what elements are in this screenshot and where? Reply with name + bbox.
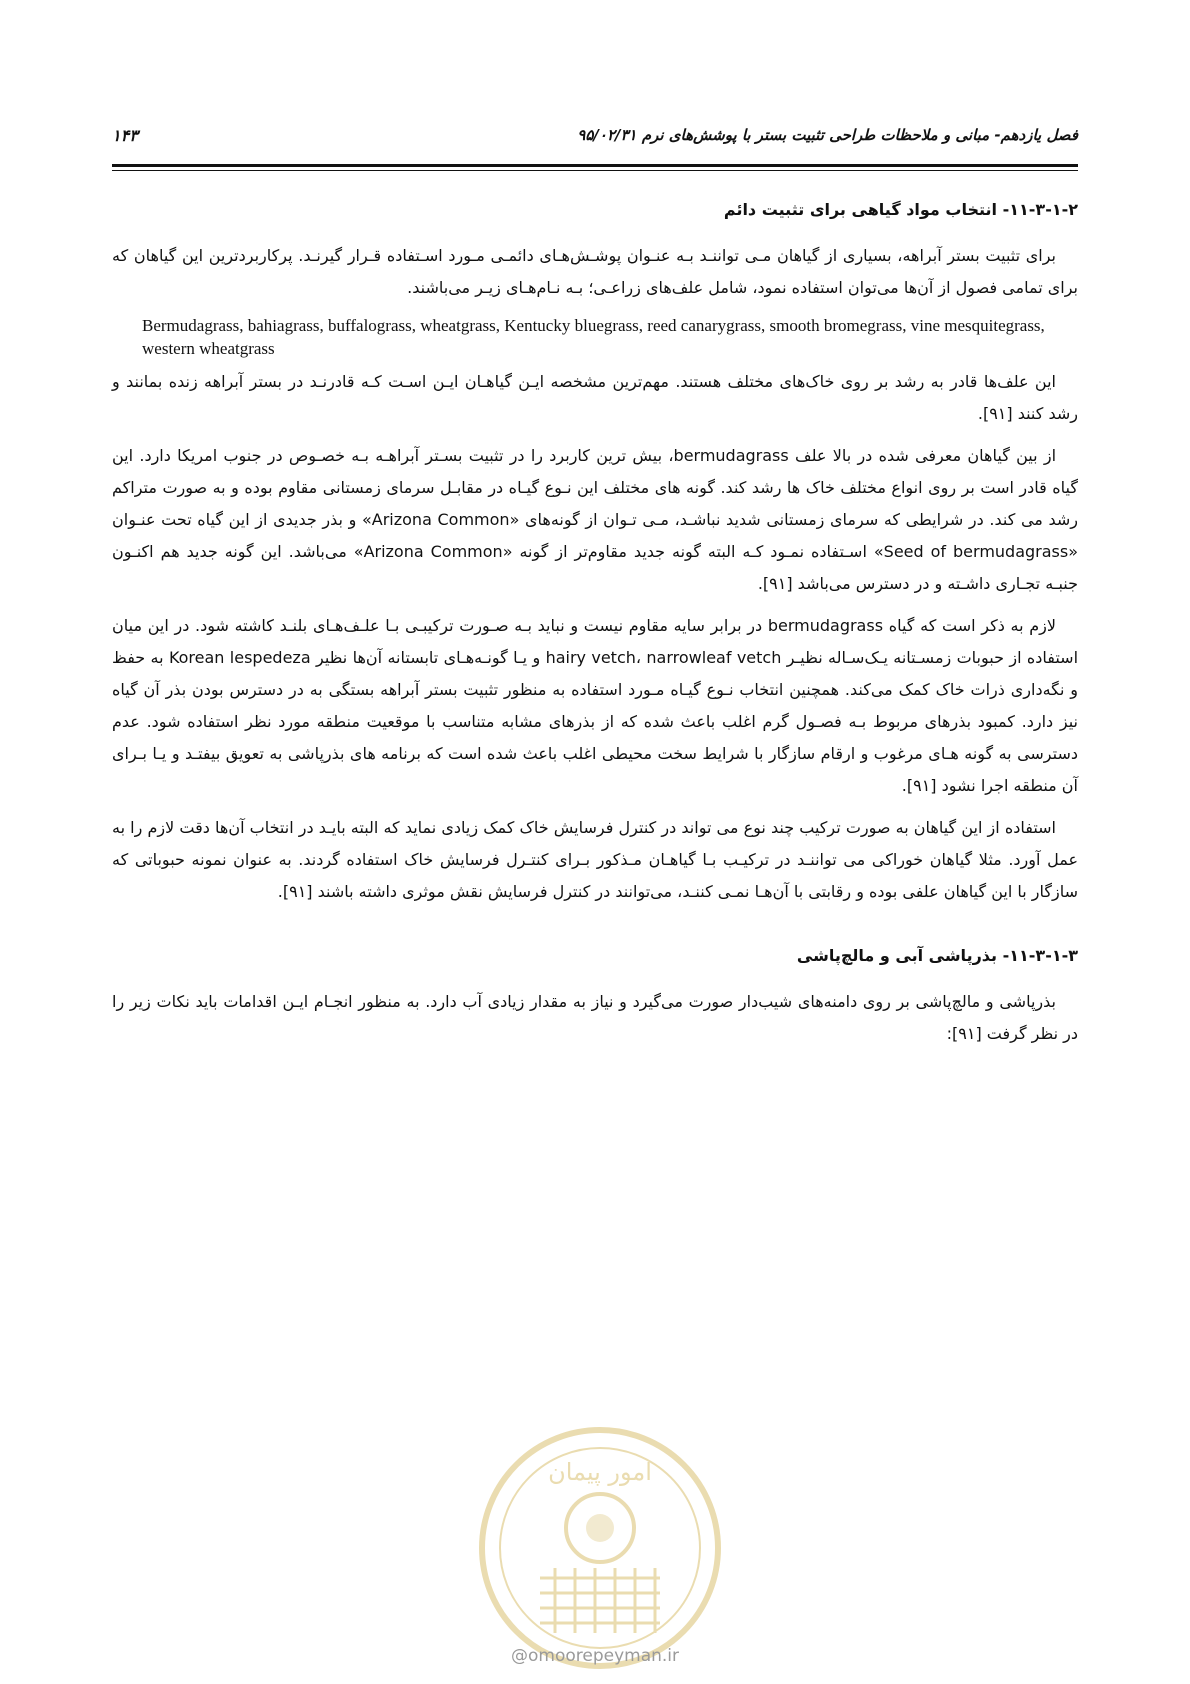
paragraph: برای تثبیت بستر آبراهه، بسیاری از گیاهان مـی تواننـد بـه عنـوان پوشـش‌هـای دائمـی مـورد اسـتفاده قـرار گیرنـد. پرکاربردترین این گیاهان که برای تمامی فصول از آن‌ها می‌توان استفاده نمود، شامل علف‌های زراعـی؛ بـه نـام‌هـای زیـر می‌باشند. [112, 246, 1078, 297]
page-header [112, 126, 1078, 156]
at-icon: @ [510, 1646, 528, 1666]
page-content [112, 186, 1078, 1060]
paragraph: استفاده از این گیاهان به صورت ترکیب چند نوع می تواند در کنترل فرسایش خاک کمک زیادی نماید که البته بایـد در انتخاب آن‌ها دقت لازم را به عمل آورد. مثلا گیاهان خوراکی می تواننـد در ترکیـب بـا گیاهـان مـذکور بـرای کنتـرل فرسایش خاک استفاده گردند. به عنوان نمونه حبوباتی که سازگار با این گیاهان علفی بوده و رقابتی با آن‌هـا نمـی کننـد، می‌توانند در کنترل فرسایش نقش موثری داشته باشند [۹۱]. [112, 818, 1078, 901]
species-list: Bermudagrass, bahiagrass, buffalograss, wheatgrass, Kentucky bluegrass, reed canarygrass, smooth bromegrass, vine mesquitegrass, western wheatgrass [142, 316, 1045, 358]
header-title: فصل یازدهم- مبانی و ملاحظات طراحی تثبیت بستر با پوشش‌های نرم ۹۵/۰۲/۳۱ [577, 126, 1078, 144]
section-heading: ۱۱-۳-۱-۲- انتخاب مواد گیاهی برای تثبیت دائم [723, 200, 1078, 219]
spacer [112, 918, 1078, 932]
paragraph: این علف‌ها قادر به رشد بر روی خاک‌های مختلف هستند. مهم‌ترین مشخصه ایـن گیاهـان ایـن اسـت کـه قادرنـد در بستر آبراهه زنده بمانند و رشد کنند [۹۱]. [112, 372, 1078, 423]
watermark-seal-icon [470, 1418, 730, 1678]
paragraph: لازم به ذکر است که گیاه bermudagrass در برابر سایه مقاوم نیست و نباید بـه صـورت ترکیبـی بـا علـف‌هـای بلنـد کاشته شود. در این میان استفاده از حبوبات زمسـتانه یـک‌سـاله نظیـر hairy vetch، narrowleaf vetch و یـا گونـه‌هـای تابستانه آن‌ها نظیر Korean lespedeza به حفظ و نگه‌داری ذرات خاک کمک می‌کند. همچنین انتخاب نـوع گیـاه مـورد استفاده به منظور تثبیت بستر آبراهه بستگی به در دسترس بودن بذر آن گیاه نیز دارد. کمبود بذرهای مربوط بـه فصـول گرم اغلب باعث شده که از بذرهای مشابه متناسب با موقعیت منطقه مورد نظر استفاده شود. عدم دسترسی به گونه هـای مرغوب و ارقام سازگار با شرایط سخت محیطی اغلب باعث شده است که برنامه های بذرپاشی به تعویق بیفتـد و یـا بـرای آن منطقه اجرا نشود [۹۱]. [112, 616, 1079, 795]
paragraph: بذرپاشی و مالچ‌پاشی بر روی دامنه‌های شیب‌دار صورت می‌گیرد و نیاز به مقدار زیادی آب دارد. به منظور انجـام ایـن اقدامات باید نکات زیر را در نظر گرفت [۹۱]: [112, 992, 1078, 1043]
watermark-site-text [0, 1646, 1190, 1666]
paragraph: از بین گیاهان معرفی شده در بالا علف bermudagrass، بیش ترین کاربرد را در تثبیت بسـتر آبراهـه بـه خصـوص در جنوب امریکا دارد. این گیاه قادر است بر روی انواع مختلف خاک ها رشد کند. گونه های مختلف این نـوع گیـاه در مقابـل سرمای زمستانی مقاوم بوده و به صورت متراکم رشد می کند. در شرایطی که سرمای زمستانی شدید نباشـد، مـی تـوان از گونه‌های «Arizona Common» و بذر جدیدی از این گیاه تحت عنـوان «Seed of bermudagrass» اسـتفاده نمـود کـه البته گونه جدید مقاوم‌تر از گونه «Arizona Common» می‌باشد. این گونه جدید هم اکنـون جنبـه تجـاری داشـته و در دسترس می‌باشد [۹۱]. [112, 446, 1079, 593]
page-number: ۱۴۳ [112, 126, 138, 145]
watermark-site: omoorepeyman.ir [527, 1646, 680, 1666]
section-heading: ۱۱-۳-۱-۳- بذرپاشی آبی و مالچ‌پاشی [796, 946, 1078, 965]
seal-text: امور پیمان [548, 1458, 652, 1486]
header-rule [112, 164, 1078, 171]
